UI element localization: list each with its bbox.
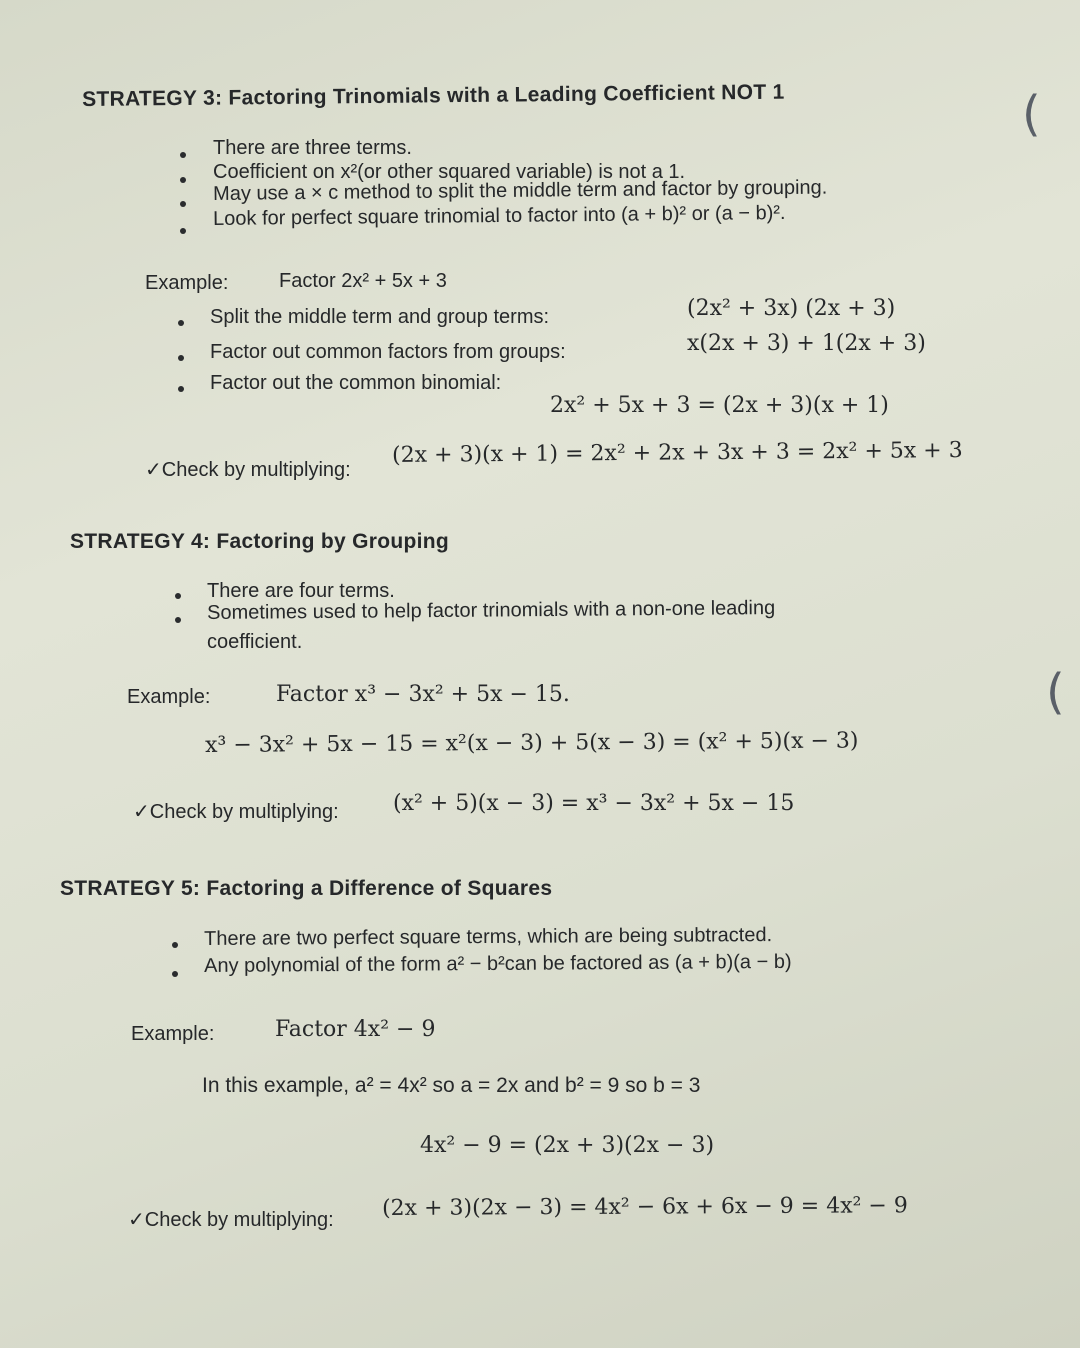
bullet-dot <box>175 593 181 599</box>
strategy-3-bullet-2: Coefficient on x²(or other squared variable) is not a 1. <box>213 161 686 183</box>
strategy-4-bullet-1: There are four terms. <box>207 580 395 602</box>
binder-ring-top: ( <box>1022 86 1041 142</box>
strategy-5-bullet-2: Any polynomial of the form a² − b²can be factored as (a + b)(a − b) <box>204 950 792 977</box>
strategy-3-example-text: Factor 2x² + 5x + 3 <box>279 270 447 292</box>
strategy-4-check-label: ✓Check by multiplying: <box>133 801 339 823</box>
binder-ring-bottom: ( <box>1046 664 1065 720</box>
strategy-4-work: x³ − 3x² + 5x − 15 = x²(x − 3) + 5(x − 3) = (x² + 5)(x − 3) <box>205 728 859 758</box>
bullet-dot <box>178 386 184 392</box>
strategy-3-result: 2x² + 5x + 3 = (2x + 3)(x + 1) <box>550 393 889 418</box>
bullet-dot <box>180 177 186 183</box>
strategy-5-check-math: (2x + 3)(2x − 3) = 4x² − 6x + 6x − 9 = 4x² − 9 <box>382 1193 908 1221</box>
strategy-3-check-label: ✓Check by multiplying: <box>145 459 351 481</box>
bullet-dot <box>178 355 184 361</box>
strategy-3-step-1: Split the middle term and group terms: <box>210 306 550 328</box>
bullet-dot <box>180 228 186 234</box>
strategy-3-bullet-1: There are three terms. <box>213 137 412 159</box>
strategy-5-heading: STRATEGY 5: Factoring a Difference of Squares <box>60 877 553 900</box>
strategy-5-check-label: ✓Check by multiplying: <box>128 1209 334 1231</box>
strategy-3-example-label: Example: <box>145 272 229 294</box>
strategy-5-example-text: Factor 4x² − 9 <box>275 1017 436 1042</box>
bullet-dot <box>172 942 178 948</box>
bullet-dot <box>178 320 184 326</box>
bullet-dot <box>180 152 186 158</box>
bullet-dot <box>180 201 186 207</box>
strategy-3-step-3: Factor out the common binomial: <box>210 372 502 394</box>
strategy-3-heading: STRATEGY 3: Factoring Trinomials with a Leading Coefficient NOT 1 <box>82 80 785 111</box>
strategy-5-result: 4x² − 9 = (2x + 3)(2x − 3) <box>420 1133 715 1158</box>
strategy-4-check-math: (x² + 5)(x − 3) = x³ − 3x² + 5x − 15 <box>393 791 795 816</box>
strategy-3-bullet-4: Look for perfect square trinomial to factor into (a + b)² or (a − b)². <box>213 202 786 230</box>
strategy-5-bullet-1: There are two perfect square terms, which are being subtracted. <box>204 924 773 950</box>
strategy-4-bullet-2: Sometimes used to help factor trinomials with a non-one leading <box>207 597 776 624</box>
strategy-3-bullet-3: May use a × c method to split the middle term and factor by grouping. <box>213 176 828 205</box>
strategy-4-example-label: Example: <box>127 686 211 708</box>
strategy-3-step-2: Factor out common factors from groups: <box>210 341 566 363</box>
strategy-3-check-math: (2x + 3)(x + 1) = 2x² + 2x + 3x + 3 = 2x² + 5x + 3 <box>392 438 963 468</box>
strategy-4-example-text: Factor x³ − 3x² + 5x − 15. <box>276 682 570 707</box>
bullet-dot <box>172 971 178 977</box>
strategy-3-step-1-math: (2x² + 3x) (2x + 3) <box>687 296 896 321</box>
strategy-3-step-2-math: x(2x + 3) + 1(2x + 3) <box>687 331 926 356</box>
strategy-5-explanation: In this example, a² = 4x² so a = 2x and b² = 9 so b = 3 <box>202 1074 701 1097</box>
strategy-5-example-label: Example: <box>131 1023 215 1045</box>
bullet-dot <box>175 617 181 623</box>
strategy-4-heading: STRATEGY 4: Factoring by Grouping <box>70 530 449 553</box>
strategy-4-bullet-2-continued: coefficient. <box>207 631 303 653</box>
